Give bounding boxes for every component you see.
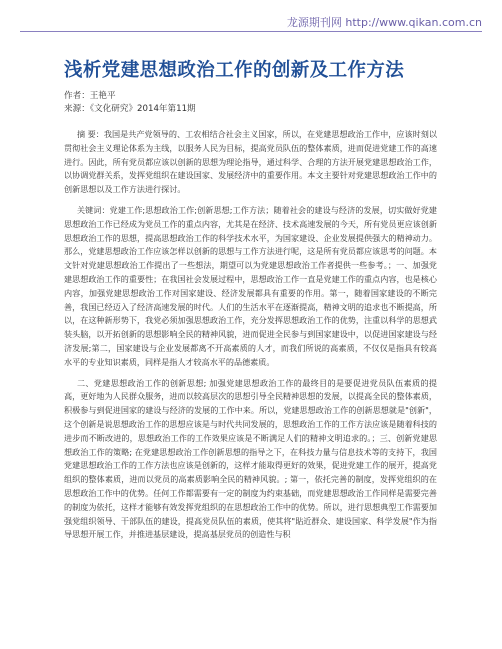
- article-body: [64, 128, 437, 549]
- watermark-text: 龙源期刊网 http://www.qikan.com.cn: [286, 16, 482, 29]
- header-rule: [20, 31, 482, 32]
- article-source: 来源：《文化研究》2014年第11期: [64, 104, 196, 114]
- article-author: 作者：王艳平: [64, 91, 116, 101]
- keywords-paragraph: 关键词：党建工作;思想政治工作;创新思想;工作方法；随着社会的建设与经济的发展，切实做好党建思想政治工作已经成为党员工作的重点内容，尤其是在经济、技术高速发展的今天，所有党员更应该创新思想政治工作的思想，提高思想政治工作的科学技术水平，为国家建设、企业发展提供强大的精神动力。那么，党建思想政治工作应该怎样以创新的思想与工作方法进行呢，这是所有党员都应该思考的问题。本文针对党建思想政治工作提出了一些想法，期望可以为党建思想政治工作者提供一些参考。；一、加强党建思想政治工作的重要性；在我国社会发展过程中，思想政治工作一直是党建工作的重点内容，也是核心内容，加强党建思想政治工作对国家建设、经济发展都具有重要的作用。第一，随着国家建设的不断完善，我国已经迈入了经济高速发展的时代。人们的生活水平在逐渐提高，精神文明的追求也不断提高，所以，在这种新形势下，我党必须加强思想政治工作，充分发挥思想政治工作的优势，注重以科学的思想武装头脑，以开拓创新的思想影响全民的精神风貌，进而促进全民参与到国家建设中，以促进国家建设与经济发展;第二，国家建设与企业发展都离不开高素质的人才，而我们所说的高素质，不仅仅是指具有较高水平的专业知识素质，同样是指人才较高水平的品德素质。: [64, 204, 437, 367]
- body-paragraph: 二、党建思想政治工作的创新思想; 加强党建思想政治工作的最终目的是要促进党员队伍素质的提高，更好地为人民群众服务，进而以较高层次的思想引导全民精神思想的发展，以提高全民的整体素质，积极参与到促进国家的建设与经济的发展的工作中来。所以，党建思想政治工作的创新思想就是"创新"，这个创新是说思想政治工作的思想应该是与时代共同发展的，思想政治工作的工作方法应该是随着科技的进步而不断改进的，思想政治工作的工作效果应该是不断满足人们的精神文明追求的。；三、创新党建思想政治工作的策略; 在党建思想政治工作创新思想的指导之下，在科技力量与信息技术等的支持下，我国党建思想政治工作的工作方法也应该是创新的，这样才能取得更好的效果，促进党建工作的展开，提高党组织的整体素质，进而以党员的高素质影响全民的精神风貌。; 第一，依托完善的制度，发挥党组织的在思想政治工作中的优势。任何工作都需要有一定的制度为约束基础，而党建思想政治工作同样是需要完善的制度为依托，这样才能够有效发挥党组织的在思想政治工作中的优势。所以，进行思想典型工作需要加强党组织领导、干部队伍的建设，提高党员队伍的素质，使其将"貼近群众、建设国家、科学发展"作为指导思想开展工作，并推进基层建设，提高基层党员的创造性与积: [64, 377, 437, 540]
- abstract-paragraph: 摘 要：我国是共产党领导的、工农相结合社会主义国家，所以，在党建思想政治工作中，应该时刻以贯彻社会主义理论体系为主线，以服务人民为目标，提高党员队伍的整体素质，进而促进党建工作的高速进行。因此，所有党员都应该以创新的思想为理论指导，通过科学、合理的方法开展党建思想政治工作，以协调党群关系，发挥党组织在建设国家、发展经济中的重要作用。本文主要针对党建思想政治工作中的创新思想以及工作方法进行探讨。: [64, 129, 437, 195]
- article-title: 浅析党建思想政治工作的创新及工作方法: [64, 60, 405, 81]
